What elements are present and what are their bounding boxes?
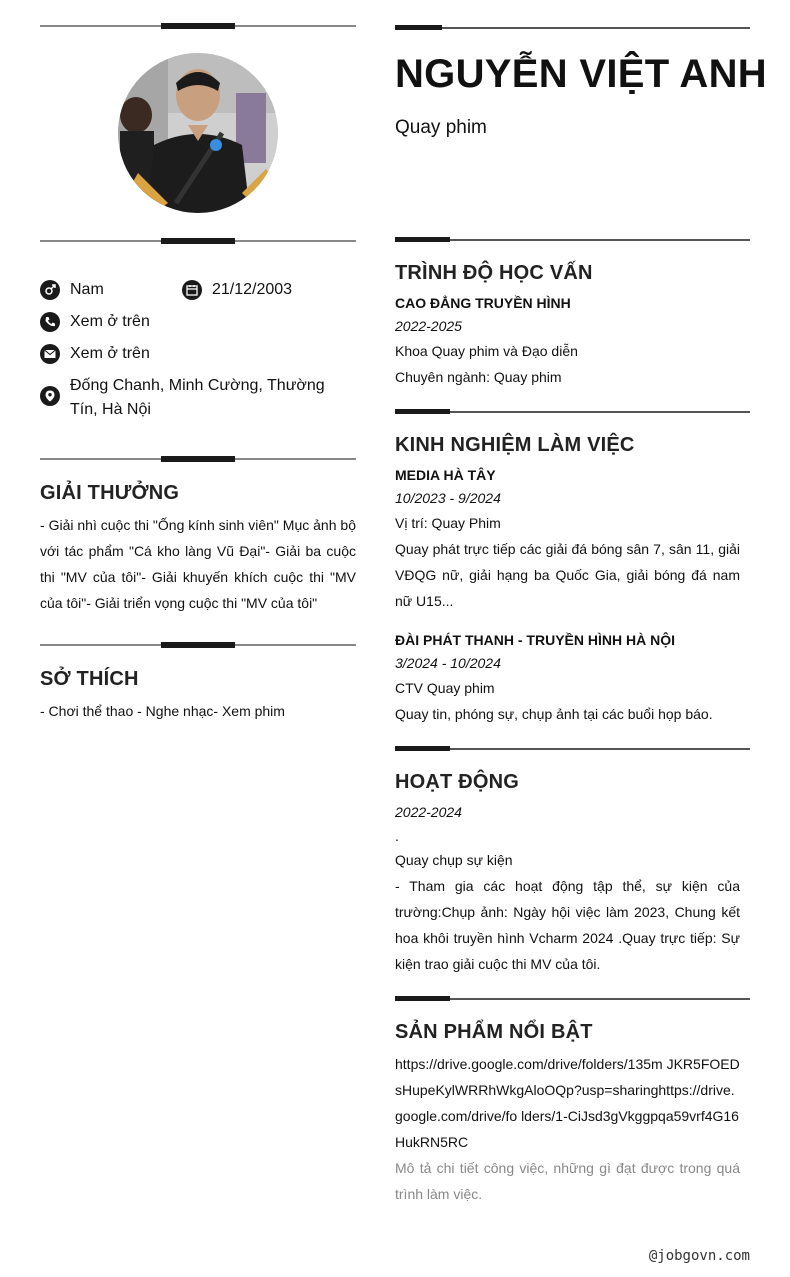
school-name: CAO ĐẲNG TRUYỀN HÌNH (395, 295, 571, 311)
mail-icon (40, 344, 60, 364)
divider (395, 746, 750, 752)
divider (40, 455, 356, 463)
divider (395, 25, 750, 31)
address-value: Đống Chanh, Minh Cường, Thường Tín, Hà Nội (70, 377, 325, 418)
activities-title: HOẠT ĐỘNG (395, 771, 520, 793)
phone-row (40, 310, 150, 334)
hobbies-title: SỞ THÍCH (40, 668, 139, 690)
divider (40, 641, 356, 649)
awards-title: GIẢI THƯỞNG (40, 482, 180, 504)
birthday-value: 21/12/2003 (212, 281, 293, 298)
awards-text: - Giải nhì cuộc thi "Ống kính sinh viên" Mục ảnh bộ với tác phẩm "Cá kho làng Vũ Đại"- Giải ba cuộc thi "MV của tôi"- Giải khuyến khích cuộc thi "MV của tôi"- Giải triển vọng cuộc thi "MV của tôi" (40, 517, 356, 611)
job-description: Quay phát trực tiếp các giải đá bóng sân 7, sân 11, giải VĐQG nữ, giải hạng ba Quốc Gia, giải bóng đá nam nữ U15... (395, 541, 740, 609)
phone-icon (40, 312, 60, 332)
education-line-1: Khoa Quay phim và Đạo diễn (395, 343, 578, 359)
experience-title: KINH NGHIỆM LÀM VIỆC (395, 434, 635, 456)
education-period: 2022-2025 (395, 318, 462, 334)
footer-brand: @jobgovn.com (648, 1248, 750, 1264)
activity-period: 2022-2024 (395, 804, 462, 820)
activity-role: Quay chụp sự kiện (395, 852, 513, 868)
gender-icon (40, 280, 60, 300)
gender-row (40, 278, 104, 302)
hobbies-text: - Chơi thể thao - Nghe nhạc- Xem phim (40, 703, 285, 719)
birthday-row (182, 278, 292, 302)
divider (395, 996, 750, 1002)
education-line-2: Chuyên ngành: Quay phim (395, 369, 562, 385)
activity-dot: . (395, 828, 399, 844)
full-name: NGUYỄN VIỆT ANH (395, 52, 767, 96)
avatar (118, 53, 278, 213)
job-position: Vị trí: Quay Phim (395, 515, 501, 531)
divider (395, 237, 750, 243)
company-name: ĐÀI PHÁT THANH - TRUYỀN HÌNH HÀ NỘI (395, 632, 675, 648)
activity-description: - Tham gia các hoạt động tập thể, sự kiện của trường:Chụp ảnh: Ngày hội việc làm 2023, Chung kết hoa khôi truyền hình Vcharm 2024 .Quay trực tiếp: Sự kiện trao giải cuộc thi MV của tôi. (395, 878, 740, 972)
company-name: MEDIA HÀ TÂY (395, 467, 496, 483)
calendar-icon (182, 280, 202, 300)
divider (40, 237, 356, 245)
location-icon (40, 386, 60, 406)
products-title: SẢN PHẨM NỔI BẬT (395, 1021, 593, 1043)
education-title: TRÌNH ĐỘ HỌC VẤN (395, 262, 593, 284)
email-row (40, 342, 150, 366)
email-value: Xem ở trên (70, 345, 150, 362)
phone-value: Xem ở trên (70, 313, 150, 330)
product-link[interactable]: https://drive.google.com/drive/folders/135m JKR5FOEDsHupeKylWRRhWkgAloOQp?usp=sharinghttps://drive.google.com/drive/fo lders/1-CiJsd3gVkggpqa59vrf4G16HukRN5RC (395, 1056, 740, 1150)
products-description: Mô tả chi tiết công việc, những gì đạt được trong quá trình làm việc. (395, 1160, 740, 1202)
job-title: Quay phim (395, 117, 487, 138)
gender-value: Nam (70, 281, 104, 298)
avatar-photo (118, 53, 278, 213)
job-period: 10/2023 - 9/2024 (395, 490, 501, 506)
address-row (40, 374, 356, 422)
job-position: CTV Quay phim (395, 680, 495, 696)
job-description: Quay tin, phóng sự, chụp ảnh tại các buổi họp báo. (395, 706, 713, 722)
job-period: 3/2024 - 10/2024 (395, 655, 501, 671)
divider (40, 22, 356, 30)
divider (395, 409, 750, 415)
